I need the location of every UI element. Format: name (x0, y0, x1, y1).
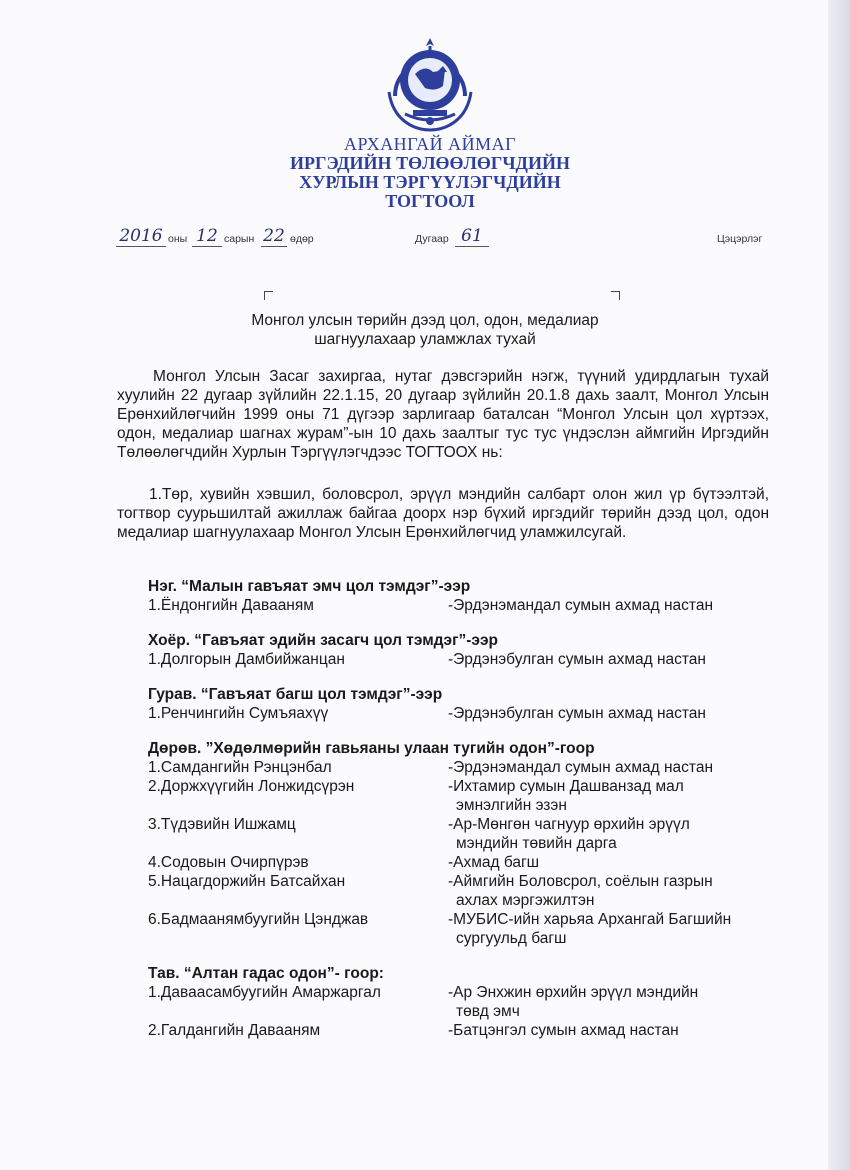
nominee-description (448, 758, 788, 777)
nominee-row (148, 650, 788, 669)
nominee-row (148, 853, 788, 872)
aimag-name: АРХАНГАЙ АЙМАГ (343, 134, 517, 154)
nominee-description (448, 1021, 788, 1040)
handwritten-day: 22 (261, 226, 287, 247)
nominee-description-line2: мэндийн төвийн дарга (456, 835, 617, 852)
nominee-description (448, 853, 788, 872)
nominee-name: 1.Ёндонгийн Давааням (148, 597, 314, 614)
nominee-name: 1.Ренчингийн Сумъяахүү (148, 705, 329, 722)
state-emblem-icon (385, 26, 475, 134)
award-group-title: Тав. “Алтан гадас одон”- гоор: (148, 965, 384, 982)
award-group (148, 964, 788, 1040)
nominee-description-line1: -Эрдэнэмандал сумын ахмад настан (448, 759, 714, 776)
nominee-row (148, 758, 788, 777)
title-corner-right (611, 291, 620, 300)
handwritten-number: 61 (455, 226, 489, 247)
issuer-header (200, 134, 660, 211)
place-name: Цэцэрлэг (717, 233, 763, 245)
nominee-description (448, 872, 788, 910)
nominee-description (448, 983, 788, 1021)
month-suffix: сарын (224, 233, 255, 245)
number-label: Дугаар (415, 233, 449, 245)
nominee-description-line1: -Эрдэнэбулган сумын ахмад настан (448, 651, 706, 668)
nominee-description (448, 815, 788, 853)
award-group-title: Гурав. “Гавъяат багш цол тэмдэг”-ээр (148, 686, 443, 703)
council-name-line2: ХУРЛЫН ТЭРГҮҮЛЭГЧДИЙН (299, 172, 561, 192)
nominee-row (148, 704, 788, 723)
nominee-description-line1: -Эрдэнэбулган сумын ахмад настан (448, 705, 706, 722)
page-edge-shadow (828, 0, 850, 1170)
decision-paragraph: 1.Төр, хувийн хэвшил, боловсрол, эрүүл мэндийн салбарт олон жил үр бүтээлтэй, тогтвор суурьшилтай ажиллаж байгаа доорх нэр бүхий иргэдийг төрийн дээд цол, одон медалиар шагнуулахаар Монгол Улсын Ерөнхийлөгчид уламжилсугай. (117, 486, 769, 541)
council-name-line1: ИРГЭДИЙН ТӨЛӨӨЛӨГЧДИЙН (290, 153, 570, 173)
document-type: ТОГТООЛ (385, 191, 475, 211)
nominee-name: 1.Долгорын Дамбийжанцан (148, 651, 345, 668)
award-group-title: Хоёр. “Гавъяат эдийн засагч цол тэмдэг”-ээр (148, 632, 499, 649)
nominee-description-line2: сургуульд багш (456, 930, 567, 947)
nominee-row (148, 596, 788, 615)
nominee-description-line1: -Эрдэнэмандал сумын ахмад настан (448, 597, 714, 614)
nominee-name: 1.Самдангийн Рэнцэнбал (148, 759, 332, 776)
award-group-title: Дөрөв. ”Хөдөлмөрийн гавьяаны улаан тугийн одон”-гоор (148, 740, 595, 757)
date-number-line (0, 226, 850, 250)
nominee-row (148, 983, 788, 1021)
nominee-description-line1: -Ихтамир сумын Дашванзад мал (448, 778, 684, 795)
nominee-description (448, 650, 788, 669)
award-group (148, 577, 788, 615)
nominee-description (448, 704, 788, 723)
award-group (148, 739, 788, 948)
award-group (148, 631, 788, 669)
award-group-title: Нэг. “Малын гавъяат эмч цол тэмдэг”-ээр (148, 578, 471, 595)
nominee-name: 2.Галдангийн Давааням (148, 1022, 321, 1039)
nominee-description-line1: -Батцэнгэл сумын ахмад настан (448, 1022, 679, 1039)
nominee-description-line1: -Ахмад багш (448, 854, 540, 871)
preamble-paragraph: Монгол Улсын Засаг захиргаа, нутаг дэвсгэрийн нэгж, түүний удирдлагын тухай хуулийн 22 дугаар зүйлийн 22.1.15, 20 дугаар зүйлийн 20.1.8 дахь заалт, Монгол Улсын Ерөнхийлөгчийн 1999 оны 71 дүгээр зарлигаар баталсан “Монгол Улсын цол хүртээх, одон, медалиар шагнах журам”-ын 10 дахь заалтыг тус тус үндэслэн аймгийн Иргэдийн Төлөөлөгчдийн Хурлын Тэргүүлэгчдээс ТОГТООХ нь: (117, 368, 769, 461)
nominee-description-line1: -Аймгийн Боловсрол, соёлын газрын (448, 873, 713, 890)
handwritten-year: 2016 (116, 226, 166, 247)
nominee-row (148, 777, 788, 815)
nominee-name: 6.Бадмаанямбуугийн Цэнджав (148, 911, 369, 928)
nominee-description (448, 910, 788, 948)
nominee-description-line2: төвд эмч (456, 1003, 520, 1020)
nominee-row (148, 1021, 788, 1040)
nominee-name: 4.Содовын Очирпүрэв (148, 854, 309, 871)
resolution-title (150, 311, 700, 349)
nominee-description (448, 777, 788, 815)
day-suffix: өдөр (290, 233, 314, 245)
nominee-description-line1: -Ар-Мөнгөн чагнуур өрхийн эрүүл (448, 816, 690, 833)
title-line1: Монгол улсын төрийн дээд цол, одон, медалиар (251, 312, 599, 329)
nominee-row (148, 815, 788, 853)
handwritten-month: 12 (192, 226, 222, 247)
year-suffix: оны (168, 233, 188, 245)
nominee-row (148, 872, 788, 910)
nominee-description (448, 596, 788, 615)
nominee-description-line2: ахлах мэргэжилтэн (456, 892, 595, 909)
nominee-name: 2.Доржхүүгийн Лонжидсүрэн (148, 778, 355, 795)
nominee-name: 5.Нацагдоржийн Батсайхан (148, 873, 346, 890)
award-group (148, 685, 788, 723)
nominee-name: 3.Түдэвийн Ишжамц (148, 816, 296, 833)
title-corner-left (264, 291, 273, 300)
title-line2: шагнуулахаар уламжлах тухай (314, 331, 536, 348)
nominee-row (148, 910, 788, 948)
nominee-description-line2: эмнэлгийн эзэн (456, 797, 567, 814)
award-list (148, 577, 788, 1056)
nominee-description-line1: -Ар Энхжин өрхийн эрүүл мэндийн (448, 984, 699, 1001)
nominee-description-line1: -МУБИС-ийн харьяа Архангай Багшийн (448, 911, 732, 928)
nominee-name: 1.Даваасамбуугийн Амаржаргал (148, 984, 381, 1001)
